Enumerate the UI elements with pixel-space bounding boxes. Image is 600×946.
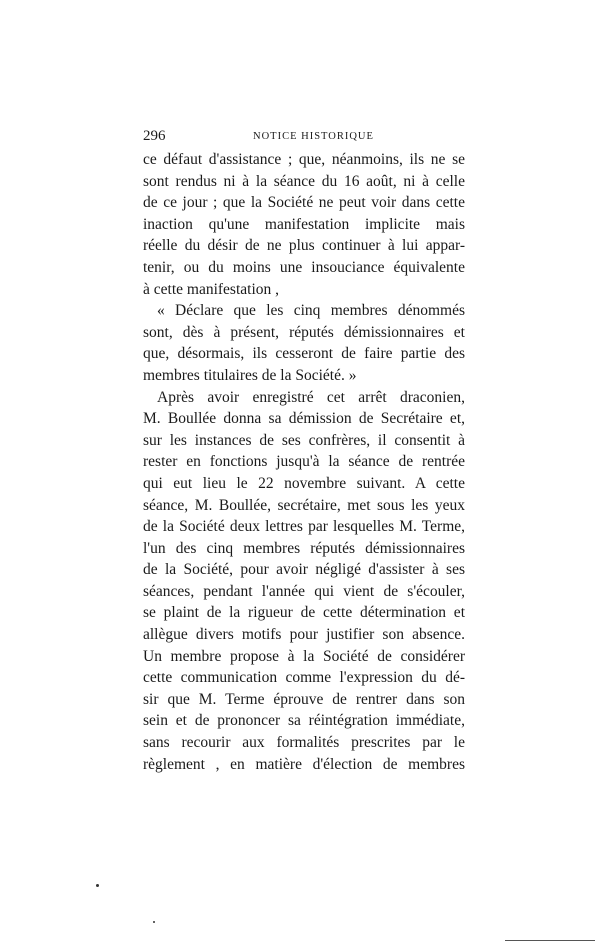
text-line: inaction qu'une manifestation implicite mais [143, 215, 465, 233]
text-line: allègue divers motifs pour justifier son absence. [143, 626, 465, 644]
text-line: M. Boullée donna sa démission de Secrétaire et, [143, 410, 465, 428]
text-line: sein et de prononcer sa réintégration immédiate, [143, 712, 465, 730]
text-line: l'un des cinq membres réputés démissionnaires [143, 539, 465, 557]
text-line: de la Société deux lettres par lesquelles M. Terme, [143, 518, 465, 536]
text-line: règlement , en matière d'élection de membres [143, 755, 465, 773]
text-line: Après avoir enregistré cet arrêt draconien, [157, 388, 465, 406]
text-line: séance, M. Boullée, secrétaire, met sous les yeux [143, 496, 465, 514]
text-line: sur les instances de ses confrères, il consentit à [143, 431, 465, 449]
text-line: qui eut lieu le 22 novembre suivant. A cette [143, 474, 465, 492]
text-line: cette communication comme l'expression du dé- [143, 669, 465, 687]
text-line: réelle du désir de ne plus continuer à lui appar- [143, 237, 465, 255]
text-line: de ce jour ; que la Société ne peut voir dans cette [143, 194, 465, 212]
scan-edge-line [505, 940, 595, 941]
scan-speck [153, 921, 155, 923]
text-line: sont, dès à présent, réputés démissionnaires et [143, 323, 465, 341]
text-line: membres titulaires de la Société. » [143, 366, 357, 384]
text-line: que, désormais, ils cesseront de faire partie des [143, 345, 465, 363]
text-line: de la Société, pour avoir négligé d'assister à ses [143, 561, 465, 579]
running-title: NOTICE HISTORIQUE [253, 131, 374, 142]
text-line: à cette manifestation , [143, 280, 279, 298]
text-line: sans recourir aux formalités prescrites par le [143, 734, 465, 752]
text-line: séances, pendant l'année qui vient de s'écouler, [143, 582, 465, 600]
text-line: tenir, ou du moins une insouciance équivalente [143, 258, 465, 276]
text-line: « Déclare que les cinq membres dénommés [157, 302, 465, 320]
text-line: Un membre propose à la Société de considérer [143, 647, 465, 665]
text-line: sir que M. Terme éprouve de rentrer dans son [143, 690, 465, 708]
page-header [143, 128, 465, 148]
text-line: ce défaut d'assistance ; que, néanmoins, ils ne se [143, 151, 465, 168]
text-line: rester en fonctions jusqu'à la séance de rentrée [143, 453, 465, 471]
body-text [143, 149, 465, 775]
page-number: 296 [143, 128, 166, 144]
text-line: se plaint de la rigueur de cette détermination et [143, 604, 465, 622]
text-line: sont rendus ni à la séance du 16 août, ni à celle [143, 172, 465, 190]
scan-speck [96, 884, 99, 887]
